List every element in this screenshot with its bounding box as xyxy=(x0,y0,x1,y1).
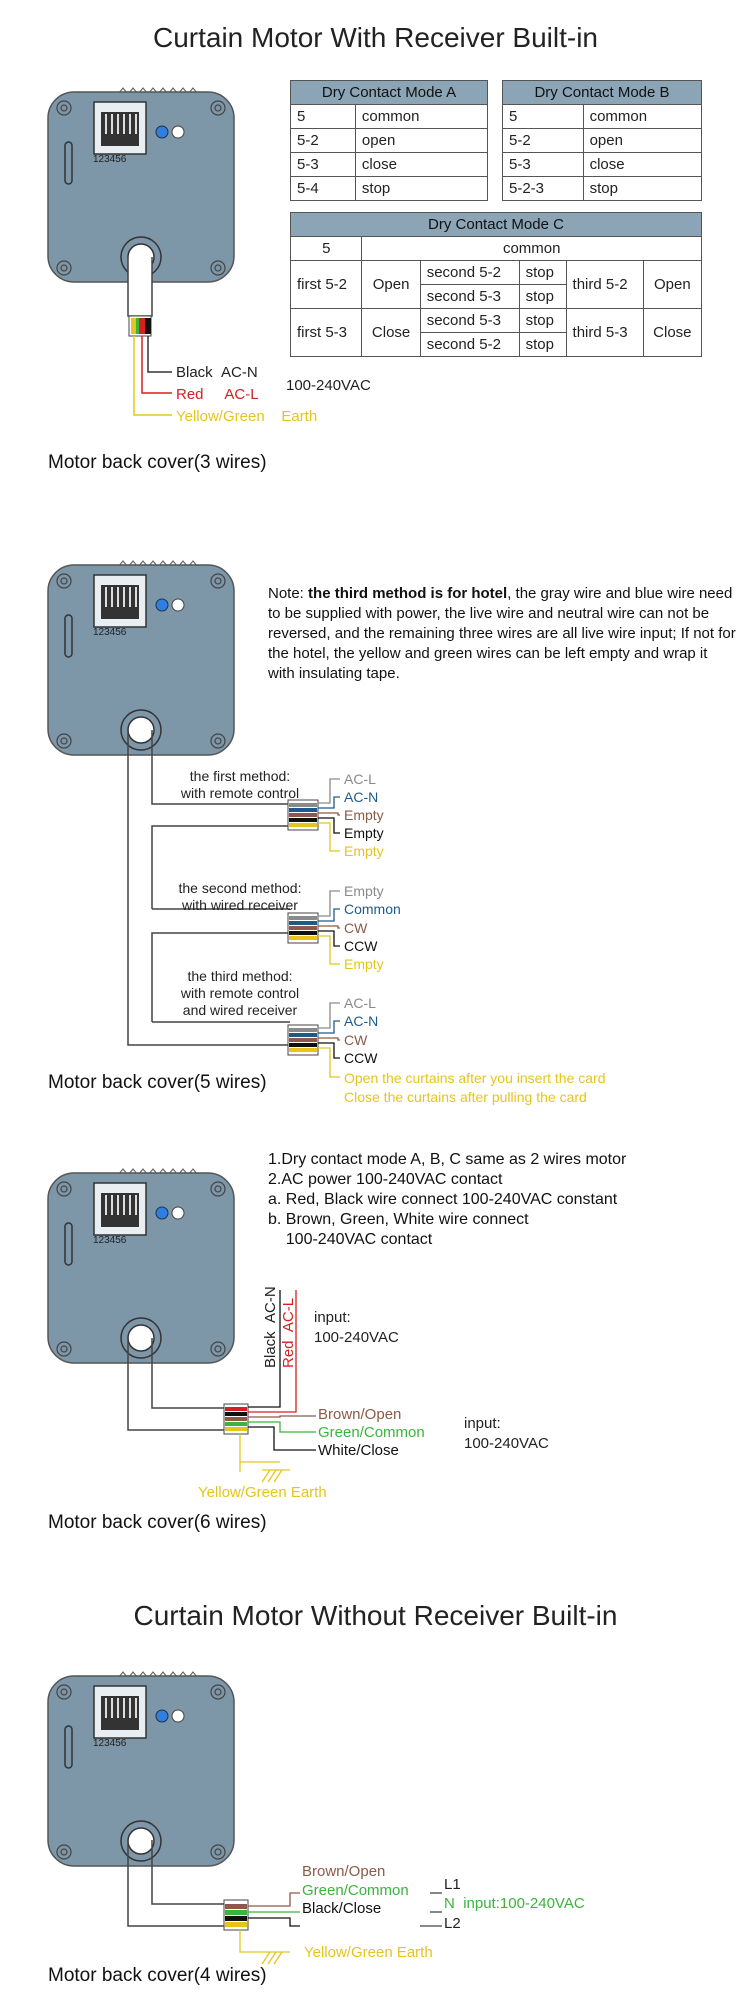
table-row: 5 common xyxy=(291,105,488,129)
table-row: 5-3 close xyxy=(291,153,488,177)
table-row: 5-4 stop xyxy=(291,177,488,201)
m1-wire-5: Empty xyxy=(344,843,384,859)
earth-label: Yellow/Green Earth xyxy=(304,1944,433,1961)
l1-label: L1 xyxy=(444,1876,461,1893)
method3-label: the third method: with remote control and wired receiver xyxy=(180,968,300,1018)
black-close-label: Black/Close xyxy=(302,1900,382,1917)
dry-contact-table-c xyxy=(290,212,702,357)
m3-wire-4: CCW xyxy=(344,1050,378,1066)
wire-black-label: Black AC-N xyxy=(176,364,258,381)
section2-caption: Motor back cover(5 wires) xyxy=(48,1072,267,1093)
wire-red-label: Red AC-L xyxy=(176,386,259,403)
section4-caption: Motor back cover(4 wires) xyxy=(48,1965,267,1986)
method2-label: the second method: with wired receiver xyxy=(178,880,302,913)
green-common-label: Green/Common xyxy=(318,1424,425,1441)
hotel-note: Note: the third method is for hotel, the gray wire and blue wire need to be supplied with power, the live wire and neutral wire can not be reversed, and the remaining three wires are all live wire input; If not for the hotel, the yellow and green wires can be left empty and wrap it with insulating tape. xyxy=(268,585,736,682)
white-close-label: White/Close xyxy=(318,1442,399,1459)
table-row: 5-2 open xyxy=(503,129,702,153)
m2-wire-1: Empty xyxy=(344,883,384,899)
section1-title: Curtain Motor With Receiver Built-in xyxy=(152,22,599,53)
m2-wire-5: Empty xyxy=(344,956,384,972)
method1-label: the first method: with remote control xyxy=(180,768,300,801)
table-row: 5 common xyxy=(503,105,702,129)
section4-title: Curtain Motor Without Receiver Built-in xyxy=(133,1600,618,1631)
m1-wire-4: Empty xyxy=(344,825,384,841)
earth-label: Yellow/Green Earth xyxy=(198,1484,327,1501)
n-label: N input:100-240VAC xyxy=(444,1895,585,1912)
table-row: second 5-3 stop xyxy=(291,285,702,309)
port-numbers: 123456 xyxy=(93,627,127,638)
m2-wire-2: Common xyxy=(344,901,401,917)
vertical-red-label: Red AC-L xyxy=(280,1297,297,1368)
voltage-label: 100-240VAC xyxy=(286,377,371,394)
m2-wire-3: CW xyxy=(344,920,368,936)
six-wire-info: 1.Dry contact mode A, B, C same as 2 wires motor 2.AC power 100-240VAC contact a. Red, Black wire connect 100-240VAC constant b. Brown, Green, White wire connect 100-240VAC contact xyxy=(268,1151,627,1248)
table-row: 5-2 open xyxy=(291,129,488,153)
dry-contact-table-a xyxy=(290,80,488,201)
green-common-label: Green/Common xyxy=(302,1882,409,1899)
table-row: first 5-3 Close second 5-3 stop third 5-3 Close xyxy=(291,309,702,333)
m1-wire-2: AC-N xyxy=(344,789,379,805)
table-a-header: Dry Contact Mode A xyxy=(291,81,488,105)
table-row: 5 common xyxy=(291,237,702,261)
section3-caption: Motor back cover(6 wires) xyxy=(48,1512,267,1533)
port-numbers: 123456 xyxy=(93,1738,127,1749)
m3-wire-1: AC-L xyxy=(344,995,376,1011)
section1-caption: Motor back cover(3 wires) xyxy=(48,452,267,473)
m3-yellow-note: Open the curtains after you insert the card Close the curtains after pulling the card xyxy=(344,1070,606,1105)
input-label-1: input: 100-240VAC xyxy=(314,1309,399,1346)
table-c-header: Dry Contact Mode C xyxy=(291,213,702,237)
port-numbers: 123456 xyxy=(93,1235,127,1246)
wire-yellow-label: Yellow/Green Earth xyxy=(176,408,318,425)
l2-label: L2 xyxy=(444,1915,461,1932)
table-row: first 5-2 Open second 5-2 stop third 5-2 Open xyxy=(291,261,702,285)
vertical-black-label: Black AC-N xyxy=(262,1286,279,1368)
port-numbers: 123456 xyxy=(93,154,127,165)
m2-wire-4: CCW xyxy=(344,938,378,954)
brown-open-label: Brown/Open xyxy=(318,1406,402,1423)
m3-wire-2: AC-N xyxy=(344,1013,379,1029)
dry-contact-table-b xyxy=(502,80,702,201)
m1-wire-3: Empty xyxy=(344,807,384,823)
table-row: 5-3 close xyxy=(503,153,702,177)
table-row: 5-2-3 stop xyxy=(503,177,702,201)
m3-wire-3: CW xyxy=(344,1032,368,1048)
brown-open-label: Brown/Open xyxy=(302,1863,386,1880)
table-row: second 5-2 stop xyxy=(291,333,702,357)
m1-wire-1: AC-L xyxy=(344,771,376,787)
table-b-header: Dry Contact Mode B xyxy=(503,81,702,105)
input-label-2: input: 100-240VAC xyxy=(464,1415,549,1452)
